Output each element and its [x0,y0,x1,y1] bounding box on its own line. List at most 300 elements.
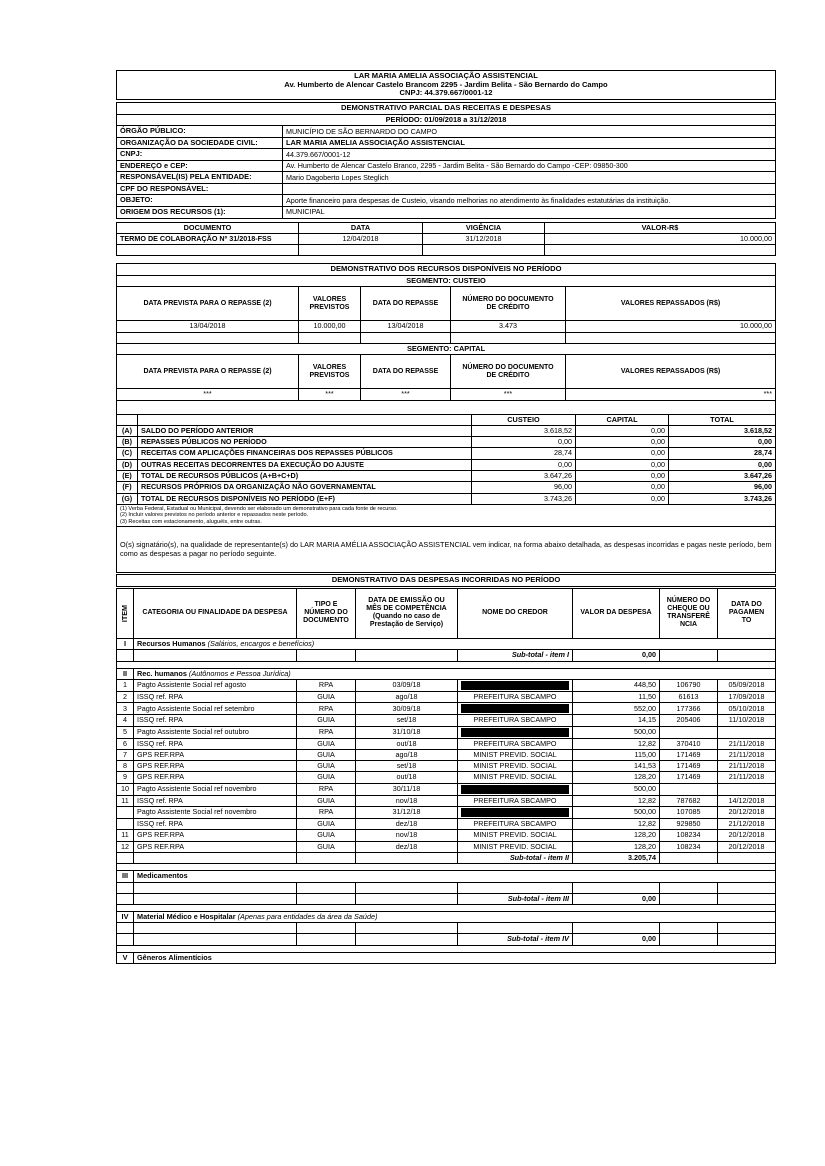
expense-valor: 12,82 [573,738,660,749]
col-header-data-prevista-capital: DATA PREVISTA PARA O REPASSE (2) [117,355,299,389]
expense-valor: 128,20 [573,772,660,783]
expense-cheque: 929850 [660,818,718,829]
col-header-valor: VALOR-R$ [545,222,776,233]
summary-custeio-d: 0,00 [472,459,576,470]
field-row-organizacao [117,137,776,149]
footnote-3: (3) Receitas com estacionamento, aluguéis, entre outras. [120,518,262,525]
field-label-orgao-publico: ÓRGÃO PÚBLICO: [117,126,283,138]
cell-numero-documento-capital: *** [451,389,566,400]
col-header-cheque-line4: NCIA [679,621,698,629]
table-row [117,761,776,772]
empty-cell-credor [458,882,573,893]
subtotal-value-ii: 3.205,74 [573,852,660,863]
field-value-cpf [283,183,776,195]
footnotes-cell [117,504,776,526]
col-header-valor-despesa: VALOR DA DESPESA [573,588,660,638]
field-label-objeto: OBJETO: [117,195,283,207]
subtotal-i-spacer-2 [134,650,297,661]
section-gap-row [117,905,776,912]
expense-valor: 12,82 [573,818,660,829]
redaction-bar [461,728,569,737]
org-name: LAR MARIA AMELIA ASSOCIAÇÃO ASSISTENCIAL [354,71,538,80]
subtotal-iv-spacer-3 [297,934,356,945]
expense-cheque [660,726,718,738]
expense-categoria: ISSQ ref. RPA [134,715,297,726]
cell-data-prevista-capital: *** [117,389,299,400]
org-title-cell [117,71,776,100]
empty-cell-categoria [134,882,297,893]
subtotal-i-spacer-5 [660,650,718,661]
field-label-cnpj: CNPJ: [117,149,283,161]
col-header-data-repasse: DATA DO REPASSE [361,287,451,321]
summary-header-spacer-1 [117,414,138,425]
redaction-bar [461,681,569,690]
expense-valor: 115,00 [573,749,660,760]
expense-credor: MINIST PREVID. SOCIAL [458,830,573,841]
redaction-bar [461,785,569,794]
expense-credor: PREFEITURA SBCAMPO [458,692,573,703]
footnote-2: (2) Incluir valores previstos no período anterior e repassados neste período. [120,512,309,519]
expense-tipo: RPA [297,726,356,738]
table-row [117,830,776,841]
section-title-i-sub: (Salários, encargos e benefícios) [207,638,315,648]
summary-key-e: (E) [117,471,138,482]
col-header-cheque-line3: TRANSFERÊ [667,613,710,621]
org-cnpj: CNPJ: 44.379.667/0001-12 [399,88,493,98]
cell-data: 12/04/2018 [299,233,423,244]
expense-credor: MINIST PREVID. SOCIAL [458,749,573,760]
section-header-row-v [117,952,776,963]
expense-item: 11 [117,795,134,806]
section-gap-row [117,661,776,668]
document-info-table [116,222,776,257]
subtotal-iv-spacer-5 [660,934,718,945]
subtotal-value-iv: 0,00 [573,934,660,945]
gap-cell-iii [117,905,776,912]
field-value-orgao-publico: MUNICÍPIO DE SÃO BERNARDO DO CAMPO [283,126,776,138]
cell-valores-repassados-capital: *** [566,389,776,400]
empty-cell-categoria [134,923,297,934]
expense-pagamento: 21/11/2018 [718,772,776,783]
summary-capital-a: 0,00 [576,425,669,436]
expense-valor: 500,00 [573,806,660,818]
expense-cheque: 171469 [660,749,718,760]
empty-cell-data [356,882,458,893]
resources-band-row [117,264,776,276]
expense-credor: MINIST PREVID. SOCIAL [458,761,573,772]
expense-tipo: GUIA [297,692,356,703]
subtotal-iii-spacer-1 [117,893,134,904]
empty-cell-credor [458,923,573,934]
empty-cell-item [117,882,134,893]
cell-data-repasse-capital: *** [361,389,451,400]
expense-pagamento: 05/10/2018 [718,703,776,715]
col-header-capital: CAPITAL [576,414,669,425]
summary-total-e: 3.647,26 [669,471,776,482]
redaction-bar [461,704,569,713]
summary-custeio-b: 0,00 [472,437,576,448]
cell-valores-previstos-empty [299,332,361,343]
expense-categoria: Pagto Assistente Social ref agosto [134,680,297,692]
subtotal-row-ii [117,852,776,863]
summary-custeio-a: 3.618,52 [472,425,576,436]
col-header-numero-documento-capital [451,355,566,389]
col-header-custeio: CUSTEIO [472,414,576,425]
section-title-iv [134,912,776,923]
expense-item: 7 [117,749,134,760]
col-header-documento: DOCUMENTO [117,222,299,233]
document-header-row [117,222,776,233]
col-header-data-line1: DATA DE EMISSÃO OU [368,597,445,605]
table-row [117,806,776,818]
expense-valor: 128,20 [573,841,660,852]
expense-data: out/18 [356,738,458,749]
expense-cheque: 108234 [660,830,718,841]
subtotal-ii-spacer-6 [718,852,776,863]
period-row [117,114,776,126]
expense-item: 3 [117,703,134,715]
expense-categoria: GPS REF.RPA [134,841,297,852]
summary-label-c: RECEITAS COM APLICAÇÕES FINANCEIRAS DOS REPASSES PÚBLICOS [138,448,472,459]
expense-credor: MINIST PREVID. SOCIAL [458,772,573,783]
field-label-responsavel: RESPONSÁVEL(IS) PELA ENTIDADE: [117,172,283,184]
cell-valores-repassados-empty [566,332,776,343]
table-row [117,795,776,806]
section-title-ii [134,668,776,679]
summary-total-d: 0,00 [669,459,776,470]
expense-pagamento: 20/12/2018 [718,830,776,841]
subtotal-label-iii: Sub-total - item III [458,893,573,904]
redaction-bar [461,808,569,817]
col-header-item [117,588,134,638]
expense-tipo: GUIA [297,841,356,852]
expense-valor: 11,50 [573,692,660,703]
expense-data: 31/12/18 [356,806,458,818]
expense-item: 8 [117,761,134,772]
table-row [117,703,776,715]
col-header-data-line4: Prestação de Serviço) [369,621,444,629]
summary-total-f: 96,00 [669,482,776,493]
section-header-row-i [117,638,776,649]
subtotal-label-iv: Sub-total - item IV [458,934,573,945]
subtotal-iii-spacer-4 [356,893,458,904]
title-row [117,71,776,100]
summary-key-b: (B) [117,437,138,448]
expense-pagamento: 21/11/2018 [718,761,776,772]
declaration-row [117,527,776,573]
table-row [117,332,776,343]
expense-tipo: RPA [297,680,356,692]
expense-categoria: GPS REF.RPA [134,830,297,841]
empty-cell-valor [573,882,660,893]
field-value-origem: MUNICIPAL [283,207,776,219]
expense-tipo: GUIA [297,738,356,749]
org-address: Av. Humberto de Alencar Castelo Brancom 2295 - Jardim Belita - São Bernardo do Campo [284,79,608,89]
expense-item: 6 [117,738,134,749]
expense-item: 1 [117,680,134,692]
expense-categoria: Pagto Assistente Social ref novembro [134,783,297,795]
table-row [117,493,776,504]
cell-documento-empty [117,245,299,256]
subtotal-iv-spacer-4 [356,934,458,945]
expense-valor: 500,00 [573,783,660,795]
subtotal-iv-spacer-2 [134,934,297,945]
table-row [117,726,776,738]
expense-pagamento: 21/12/2018 [718,818,776,829]
table-row-empty [117,923,776,934]
summary-label-e: TOTAL DE RECURSOS PÚBLICOS (A+B+C+D) [138,471,472,482]
expense-valor: 500,00 [573,726,660,738]
expense-item: 12 [117,841,134,852]
expense-credor-redacted [458,703,573,715]
field-row-objeto [117,195,776,207]
cell-data-prevista-empty [117,332,299,343]
expense-valor: 12,82 [573,795,660,806]
empty-cell-data [356,923,458,934]
col-header-numero-cheque [660,588,718,638]
resources-header-row-custeio [117,287,776,321]
subtotal-i-spacer-6 [718,650,776,661]
summary-header-row [117,414,776,425]
col-header-tipo-numero-documento [297,588,356,638]
summary-key-c: (C) [117,448,138,459]
cell-valores-previstos: 10.000,00 [299,321,361,332]
band-title-recursos: DEMONSTRATIVO DOS RECURSOS DISPONÍVEIS NO PERÍODO [117,264,776,276]
section-title-iv-sub: (Apenas para entidades da área da Saúde) [237,912,378,921]
summary-label-a: SALDO DO PERÍODO ANTERIOR [138,425,472,436]
summary-key-f: (F) [117,482,138,493]
band-title-despesas: DEMONSTRATIVO DAS DESPESAS INCORRIDAS NO PERÍODO [117,575,776,587]
summary-table [116,414,776,505]
col-header-valores-previstos-capital-line1: VALORES [312,363,347,371]
subtotal-value-iii: 0,00 [573,893,660,904]
subtotal-iii-spacer-5 [660,893,718,904]
band-receitas-despesas-table [116,102,776,126]
field-value-responsavel: Mario Dagoberto Lopes Steglich [283,172,776,184]
table-row [117,818,776,829]
subtotal-label-ii: Sub-total - item II [458,852,573,863]
section-gap-row [117,864,776,871]
empty-cell-item [117,923,134,934]
expenses-table [116,588,776,964]
col-header-pagamento-line3: TO [741,617,752,625]
section-roman-i: I [117,638,134,649]
spacer-cell [117,400,776,414]
header-title-table [116,70,776,100]
summary-label-f: RECURSOS PRÓPRIOS DA ORGANIZAÇÃO NÃO GOVERNAMENTAL [138,482,472,493]
expense-pagamento: 17/09/2018 [718,692,776,703]
subtotal-ii-spacer-1 [117,852,134,863]
field-row-orgao [117,126,776,138]
section-title-i-main: Recursos Humanos [137,638,206,648]
section-title-iii-main: Medicamentos [137,871,188,881]
section-title-ii-sub: (Autônomos e Pessoa Jurídica) [188,668,291,678]
summary-label-b: REPASSES PÚBLICOS NO PERÍODO [138,437,472,448]
expense-credor: PREFEITURA SBCAMPO [458,738,573,749]
cell-data-repasse: 13/04/2018 [361,321,451,332]
col-header-categoria: CATEGORIA OU FINALIDADE DA DESPESA [134,588,297,638]
expense-cheque: 177366 [660,703,718,715]
expense-data: nov/18 [356,830,458,841]
expense-pagamento: 21/11/2018 [718,749,776,760]
col-header-numero-documento-line1: NÚMERO DO DOCUMENTO [462,295,554,303]
expense-item: 4 [117,715,134,726]
field-value-cnpj: 44.379.667/0001-12 [283,149,776,161]
expense-cheque: 106790 [660,680,718,692]
summary-capital-d: 0,00 [576,459,669,470]
notes-row [117,504,776,526]
table-row [117,715,776,726]
field-value-endereco: Av. Humberto de Alencar Castelo Branco, 2295 - Jardim Belita - São Bernardo do Campo -CEP: 09850-300 [283,160,776,172]
section-title-ii-main: Rec. humanos [137,668,187,678]
summary-total-g: 3.743,26 [669,493,776,504]
band-title-receitas-despesas: DEMONSTRATIVO PARCIAL DAS RECEITAS E DESPESAS [117,103,776,115]
table-row [117,321,776,332]
field-row-endereco [117,160,776,172]
section-title-i [134,638,776,649]
table-row [117,448,776,459]
expense-pagamento: 14/12/2018 [718,795,776,806]
expense-credor-redacted [458,726,573,738]
cell-data-prevista: 13/04/2018 [117,321,299,332]
expense-credor: PREFEITURA SBCAMPO [458,715,573,726]
col-header-tipo-line2: NÚMERO DO [304,609,348,617]
notes-declaration-table [116,504,776,573]
summary-custeio-e: 3.647,26 [472,471,576,482]
expense-item: 5 [117,726,134,738]
empty-cell-tipo [297,882,356,893]
col-header-data-repasse-capital: DATA DO REPASSE [361,355,451,389]
col-header-numero-documento-capital-line2: DE CRÉDITO [486,371,530,379]
expense-item: 11 [117,830,134,841]
expense-valor: 14,15 [573,715,660,726]
empty-cell-pagamento [718,923,776,934]
summary-capital-g: 0,00 [576,493,669,504]
expense-pagamento: 21/11/2018 [718,738,776,749]
col-header-data-line3: (Quando no caso de [372,613,441,621]
expense-categoria: Pagto Assistente Social ref outubro [134,726,297,738]
expense-credor-redacted [458,783,573,795]
expense-item [117,806,134,818]
expense-cheque: 787682 [660,795,718,806]
col-header-vigencia: VIGÊNCIA [423,222,545,233]
expense-tipo: GUIA [297,749,356,760]
expense-data: set/18 [356,715,458,726]
document-sheet [116,70,775,964]
identification-fields-table [116,125,776,218]
expense-pagamento: 20/12/2018 [718,841,776,852]
empty-cell-valor [573,923,660,934]
expense-credor: MINIST PREVID. SOCIAL [458,841,573,852]
expense-categoria: ISSQ ref. RPA [134,795,297,806]
cell-vigencia: 31/12/2018 [423,233,545,244]
expense-categoria: ISSQ ref. RPA [134,818,297,829]
expense-categoria: ISSQ ref. RPA [134,738,297,749]
subtotal-row-iv [117,934,776,945]
table-row [117,471,776,482]
col-header-data-prevista: DATA PREVISTA PARA O REPASSE (2) [117,287,299,321]
col-header-data-emissao [356,588,458,638]
field-value-objeto: Aporte financeiro para despesas de Custeio, visando melhorias no atendimento às finalidades estatutárias da instituição. [283,195,776,207]
subtotal-ii-spacer-3 [297,852,356,863]
cell-numero-documento-empty [451,332,566,343]
section-roman-ii: II [117,668,134,679]
subtotal-row-iii [117,893,776,904]
subtotal-ii-spacer-2 [134,852,297,863]
col-header-tipo-line3: DOCUMENTO [303,617,349,625]
subtotal-iv-spacer-1 [117,934,134,945]
section-title-v-main: Gêneros Alimentícios [137,952,212,962]
col-header-valores-repassados: VALORES REPASSADOS (R$) [566,287,776,321]
summary-total-b: 0,00 [669,437,776,448]
summary-custeio-g: 3.743,26 [472,493,576,504]
summary-key-a: (A) [117,425,138,436]
expense-item: 9 [117,772,134,783]
expense-credor: PREFEITURA SBCAMPO [458,818,573,829]
col-header-pagamento-line1: DATA DO [731,601,762,609]
expense-data: out/18 [356,772,458,783]
resources-header-row-capital [117,355,776,389]
field-label-organizacao: ORGANIZAÇÃO DA SOCIEDADE CIVIL: [117,137,283,149]
col-header-nome-credor: NOME DO CREDOR [458,588,573,638]
gap-cell-i [117,661,776,668]
section-title-iii [134,871,776,882]
expense-item: 10 [117,783,134,795]
expense-tipo: RPA [297,703,356,715]
col-header-data: DATA [299,222,423,233]
table-row [117,425,776,436]
col-header-item-label: ITEM [119,604,129,622]
col-header-numero-documento-capital-line1: NÚMERO DO DOCUMENTO [462,363,554,371]
table-row [117,482,776,493]
summary-total-c: 28,74 [669,448,776,459]
subtotal-iii-spacer-6 [718,893,776,904]
resources-table [116,263,776,414]
gap-cell-iv [117,945,776,952]
empty-cell-cheque [660,882,718,893]
expense-data: dez/18 [356,818,458,829]
col-header-total: TOTAL [669,414,776,425]
section-header-row-iv [117,912,776,923]
table-row [117,738,776,749]
expenses-band-row [117,575,776,587]
col-header-numero-documento-line2: DE CRÉDITO [486,303,530,311]
expense-valor: 128,20 [573,830,660,841]
expense-valor: 448,50 [573,680,660,692]
field-row-responsavel [117,172,776,184]
col-header-numero-documento [451,287,566,321]
cell-valor-empty [545,245,776,256]
col-header-tipo-line1: TIPO E [314,601,338,609]
cell-valores-previstos-capital: *** [299,389,361,400]
cell-vigencia-empty [423,245,545,256]
subtotal-iii-spacer-3 [297,893,356,904]
expense-data: dez/18 [356,841,458,852]
subtotal-ii-spacer-5 [660,852,718,863]
table-row [117,749,776,760]
expense-tipo: GUIA [297,795,356,806]
table-row [117,692,776,703]
cell-data-empty [299,245,423,256]
table-row [117,233,776,244]
subtotal-iv-spacer-6 [718,934,776,945]
field-label-cpf: CPF DO RESPONSÁVEL: [117,183,283,195]
expense-data: nov/18 [356,795,458,806]
col-header-valores-previstos [299,287,361,321]
subtotal-i-spacer-4 [356,650,458,661]
expense-cheque: 61613 [660,692,718,703]
expense-data: ago/18 [356,749,458,760]
